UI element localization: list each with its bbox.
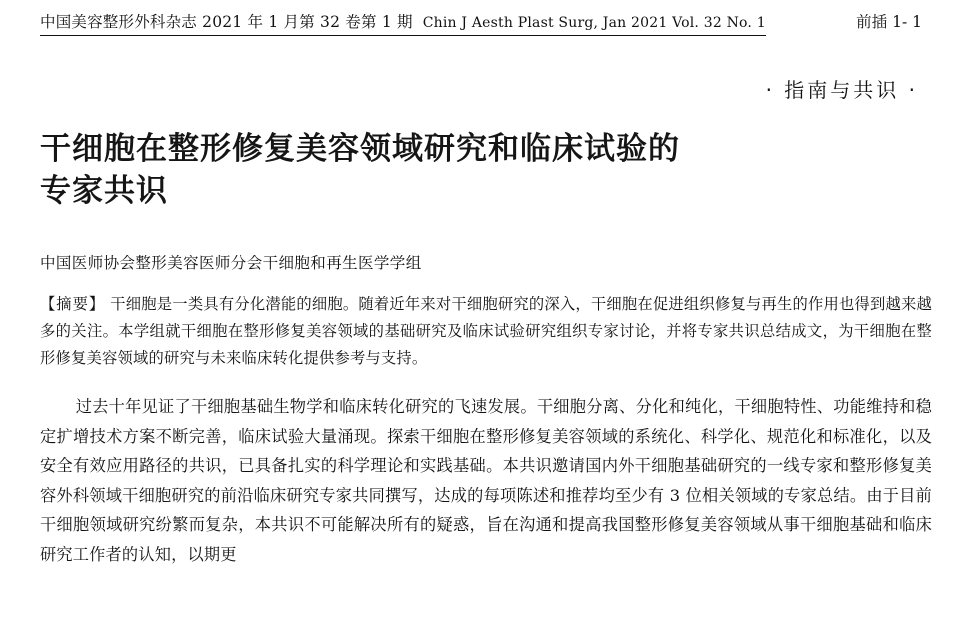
page-number: 前插 1- 1 xyxy=(856,13,922,31)
body-paragraph-1-text: 过去十年见证了干细胞基础生物学和临床转化研究的飞速发展。干细胞分离、分化和纯化，干细胞特性、功能维持和稳定扩增技术方案不断完善，临床试验大量涌现。探索干细胞在整形修复美容领域的系统化、科学化、规范化和标准化，以及安全有效应用路径的共识，已具备扎实的科学理论和实践基础。本共识邀请国内外干细胞基础研究的一线专家和整形修复美容外科领域干细胞研究的前沿临床研究专家共同撰写，达成的每项陈述和推荐均至少有 3 位相关领域的专家总结。由于目前干细胞领域研究纷繁而复杂，本共识不可能解决所有的疑惑，旨在沟通和提高我国整形修复美容领域从事干细胞基础和临床研究工作者的认知，以期更 xyxy=(40,397,932,564)
page-title-line-1: 干细胞在整形修复美容领域研究和临床试验的 xyxy=(40,131,680,167)
journal-title-cn: 中国美容整形外科杂志 2021 年 1 月第 32 卷第 1 期 xyxy=(40,13,413,31)
journal-title-en: Chin J Aesth Plast Surg, Jan 2021 Vol. 32 No. 1 xyxy=(422,15,766,31)
section-kicker: · 指南与共识 · xyxy=(765,78,918,102)
page-title xyxy=(40,129,900,213)
running-head-left xyxy=(40,10,766,36)
body-paragraph-1 xyxy=(40,392,932,569)
abstract-label: 【摘要】 xyxy=(40,294,106,313)
author-group: 中国医师协会整形美容医师分会干细胞和再生医学学组 xyxy=(40,253,422,272)
page-title-line-2: 专家共识 xyxy=(40,172,168,209)
abstract-text: 干细胞是一类具有分化潜能的细胞。随着近年来对干细胞研究的深入，干细胞在促进组织修复与再生的作用也得到越来越多的关注。本学组就干细胞在整形修复美容领域的基础研究及临床试验研究组织专家讨论，并将专家共识总结成文，为干细胞在整形修复美容领域的研究与未来临床转化提供参考与支持。 xyxy=(40,294,932,368)
abstract xyxy=(40,291,932,373)
running-head xyxy=(40,0,932,40)
